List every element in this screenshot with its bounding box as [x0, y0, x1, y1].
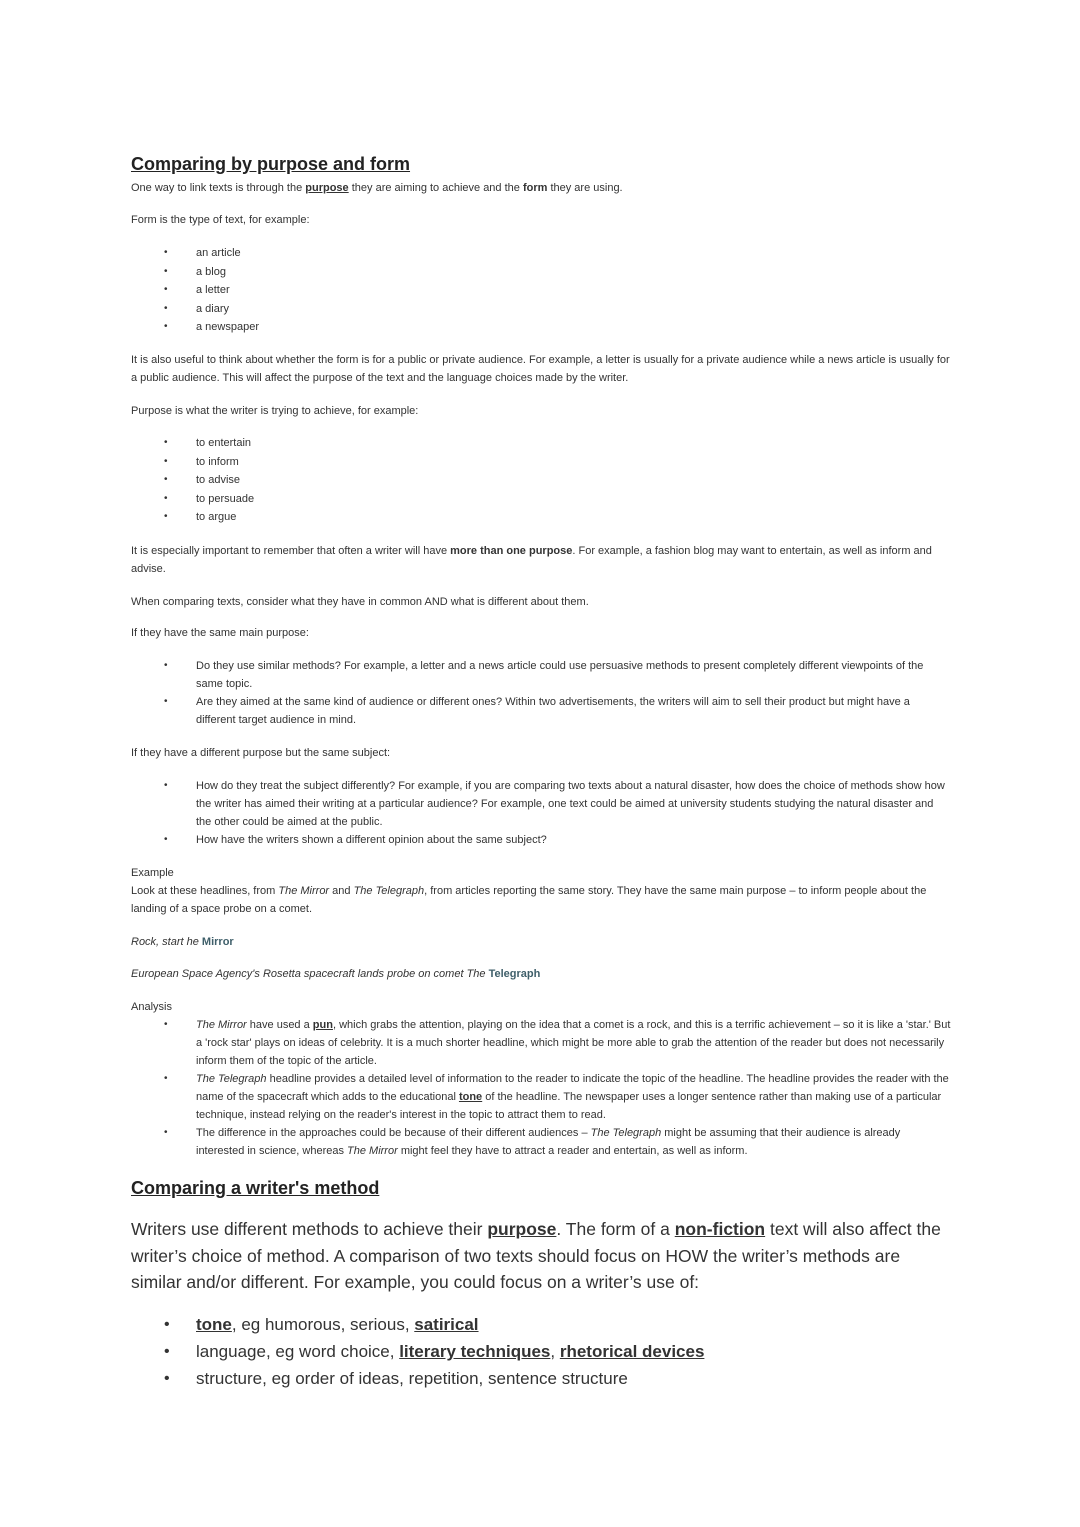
list-item: • Do they use similar methods? For example, a letter and a news article could use persuasive methods to present completely different viewpoints of the same topic. — [131, 657, 951, 693]
bullet-icon: • — [164, 1370, 170, 1387]
example-label: Example — [131, 867, 174, 879]
list-item: • a diary — [131, 300, 951, 319]
list-item: • to inform — [131, 453, 951, 472]
bullet-icon: • — [164, 265, 168, 277]
purpose-link[interactable]: purpose — [305, 182, 349, 194]
list-item: • The Mirror have used a pun, which grabs the attention, playing on the idea that a comet is a rock, and this is a terrific achievement – so it is like a 'star.' But a 'rock star' plays on ideas of celebrity. It is a much shorter headline, which might be more able to grab the attention of the reader but does not necessarily inform them of the topic of the article. — [131, 1016, 951, 1070]
form-lead: Form is the type of text, for example: — [131, 214, 310, 226]
bullet-icon: • — [164, 660, 168, 671]
section-title-writers-method: Comparing a writer's method — [131, 1178, 380, 1198]
tone-link-2[interactable]: tone — [196, 1315, 232, 1334]
same-purpose-lead: If they have the same main purpose: — [131, 627, 309, 639]
different-purpose-lead: If they have a different purpose but the same subject: — [131, 747, 391, 759]
tone-link[interactable]: tone — [458, 1091, 483, 1103]
same-purpose-list — [131, 657, 951, 729]
comparing-paragraph: When comparing texts, consider what they have in common AND what is different about them. — [131, 596, 589, 608]
list-item: • language, eg word choice, literary techniques, rhetorical devices — [131, 1338, 951, 1365]
purpose-link-2[interactable]: purpose — [487, 1219, 557, 1239]
rhetorical-devices-link[interactable]: rhetorical devices — [559, 1342, 705, 1361]
section-title-purpose-form: Comparing by purpose and form — [131, 154, 411, 174]
literary-techniques-link[interactable]: literary techniques — [399, 1342, 551, 1361]
list-item: • How have the writers shown a different opinion about the same subject? — [131, 831, 951, 849]
analysis-label: Analysis — [131, 1001, 172, 1013]
form-list — [131, 244, 951, 337]
bullet-icon: • — [164, 437, 168, 448]
bullet-icon: • — [164, 474, 168, 485]
method-paragraph: Writers use different methods to achieve their purpose. The form of a non-fiction text will also affect the writer’s choice of method. A comparison of two texts should focus on HOW the writer’s methods are similar and/or different. For example, you could focus on a writer’s use of: — [131, 1219, 941, 1292]
purpose-lead: Purpose is what the writer is trying to achieve, for example: — [131, 405, 419, 417]
bullet-icon: • — [164, 302, 168, 314]
satirical-link[interactable]: satirical — [414, 1315, 479, 1334]
list-item: • How do they treat the subject differently? For example, if you are comparing two texts about a natural disaster, how does the choice of methods show how the writer has aimed their writing at a particular audience? For example, one text could be aimed at university students studying the natural disaster and the other could be aimed at the public. — [131, 777, 951, 831]
list-item: • tone, eg humorous, serious, satirical — [131, 1311, 951, 1338]
multi-purpose-paragraph: It is especially important to remember that often a writer will have more than one purpose. For example, a fashion blog may want to entertain, as well as inform and advise. — [131, 545, 932, 575]
list-item: • to advise — [131, 471, 951, 490]
bullet-icon: • — [164, 284, 168, 295]
pun-link[interactable]: pun — [312, 1019, 333, 1031]
headline-telegraph: European Space Agency's Rosetta spacecraft lands probe on comet The Telegraph — [131, 968, 541, 980]
bullet-icon: • — [164, 1316, 170, 1333]
bullet-icon: • — [164, 1127, 168, 1138]
list-item: • Are they aimed at the same kind of audience or different ones? Within two advertisements, the writers will aim to sell their product but might have a different target audience in mind. — [131, 693, 951, 729]
list-item: • to argue — [131, 508, 951, 527]
purpose-list — [131, 434, 951, 527]
list-item: • to persuade — [131, 490, 951, 509]
list-item: • structure, eg order of ideas, repetition, sentence structure — [131, 1365, 951, 1392]
bullet-icon: • — [164, 1073, 168, 1084]
list-item: • a letter — [131, 281, 951, 300]
bullet-icon: • — [164, 321, 168, 332]
list-item: • The Telegraph headline provides a detailed level of information to the reader to indicate the topic of the headline. The headline provides the reader with the name of the spacecraft which adds to the educational tone of the headline. The newspaper uses a longer sentence rather than making use of a particular technique, instead relying on the reader's interest in the topic to attract them to read. — [131, 1070, 951, 1124]
different-purpose-list — [131, 777, 951, 849]
intro-paragraph: One way to link texts is through the purpose they are aiming to achieve and the form they are using. — [131, 182, 623, 194]
bullet-icon: • — [164, 455, 168, 467]
bullet-icon: • — [164, 511, 168, 522]
example-paragraph: Look at these headlines, from The Mirror and The Telegraph, from articles reporting the same story. They have the same main purpose – to inform people about the landing of a space probe on a comet. — [131, 885, 927, 915]
bullet-icon: • — [164, 1019, 168, 1030]
bullet-icon: • — [164, 492, 168, 504]
list-item: • to entertain — [131, 434, 951, 453]
analysis-list — [131, 1016, 951, 1160]
bullet-icon: • — [164, 780, 168, 791]
method-list — [131, 1311, 951, 1392]
audience-paragraph: It is also useful to think about whether the form is for a public or private audience. For example, a letter is usually for a private audience while a news article is usually for a public audience. This will affect the purpose of the text and the language choices made by the writer. — [131, 354, 950, 384]
list-item: • The difference in the approaches could be because of their different audiences – The Telegraph might be assuming that their audience is already interested in science, whereas The Mirror might feel they have to attract a reader and entertain, as well as inform. — [131, 1124, 951, 1160]
bullet-icon: • — [164, 1343, 170, 1360]
bullet-icon: • — [164, 696, 168, 707]
list-item: • a newspaper — [131, 318, 951, 337]
list-item: • an article — [131, 244, 951, 263]
non-fiction-link[interactable]: non-fiction — [674, 1219, 766, 1239]
headline-mirror: Rock, start he Mirror — [131, 936, 234, 948]
bullet-icon: • — [164, 834, 168, 845]
list-item: • a blog — [131, 263, 951, 282]
bullet-icon: • — [164, 247, 168, 258]
